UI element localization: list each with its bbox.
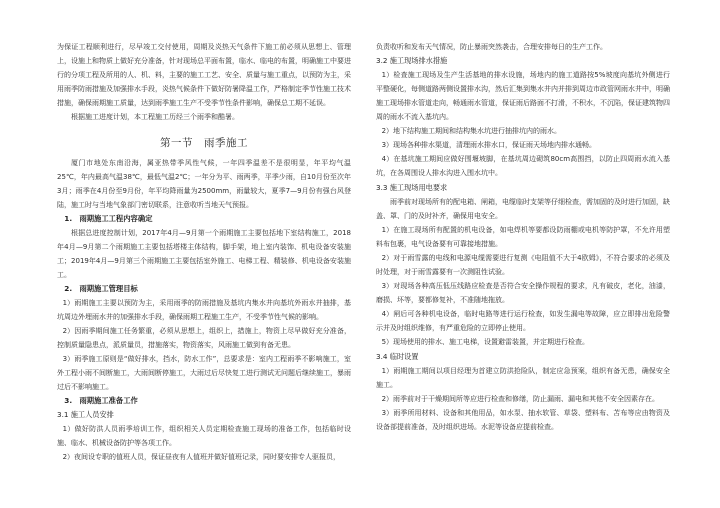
continued-paragraph: 负责收听和发布天气情况，防止暴雨突然袭击，合理安排每日的生产工作。 (376, 43, 607, 51)
list-item: 1）雨期施工期间以项目经理为首建立防洪抢险队，制定应急预案，组织有备无患，确保安全施工。 (376, 367, 670, 389)
list-item: 1）检查施工现场及生产生活基地的排水设施，场地内的施工道路按5%坡度向基坑外侧进行平整硬化，每侧道路两侧设置排水沟，然后汇集到集水井内并排到周边市政管网雨水井中，明确施工现场排水管道走向，畅通雨水管道，保证雨后路面不打滑，不积水，不沉陷，保证建筑物四周的雨水不流入基坑内。 (376, 71, 670, 121)
list-item: 2）地下结构施工期间和结构集水坑进行抽排坑内的雨水。 (381, 127, 562, 135)
list-item: 3）现场各种排水渠道，清理雨水排水口，保证雨天场地内排水通畅。 (381, 141, 597, 149)
section-heading-3: 3. 雨期施工准备工作 (64, 396, 138, 405)
chapter-title: 第一节 雨季施工 (160, 137, 248, 149)
intro-paragraph: 为保证工程顺利进行，尽早竣工交付使用，周期及炎热天气条件下施工前必须从思想上、管理上，设施上和物质上做好充分准备，针对现场总平面布置，临水、临电的布置，明确施工中要进行的分项工程及所用的人、机、料，主要的施工工艺、安全、质量与施工重点，以预防为主，采用雨季防雨措施及加强排水手段，炎热气候条件下做好防暑降温工作，严格制定季节性施工技术措施，确保雨期施工质量，达到雨季施工生产不受季节性条件影响，确保总工期不延误。 (57, 43, 351, 107)
subsection-heading-3-3: 3.3 施工现场用电要求 (376, 183, 448, 192)
right-column (376, 40, 670, 434)
list-item: 5）现场使用的排水、施工电梯，设置避雷装置，并定期进行检查。 (381, 338, 590, 346)
list-item: 3）对现场各种高压低压线路应检查是否符合安全操作规程的要求，凡有破皮，老化，油漆，磨损、坏等，要都修复补，不准随地拖放。 (376, 282, 670, 304)
section-heading-1: 1. 雨期施工工程内容确定 (64, 214, 153, 223)
subsection-heading-3-1: 3.1 施工人员安排 (57, 410, 114, 419)
list-item: 2）夜间设专职的值班人员，保证昼夜有人值班并做好值班记录，同时要安排专人驱报员， (62, 453, 341, 461)
list-item: 1）雨期施工主要以预防为主，采用雨季的防雨措施及基坑内集水井向基坑外雨水井抽排，基坑周边外埋雨水井的加强排水手段，确保雨期工程施工生产，不受季节性气候的影响。 (57, 299, 351, 321)
list-item: 4）闸后可各种机电设备，临时电路等进行运行检查，如发生漏电等故障，应立即排出危险警示并及时组织维修，有严重危险的立即停止使用。 (376, 310, 670, 332)
subsection-3-3-intro: 雨季前对现场所有的配电箱、闸箱，电缆临时支架等仔细检查，需加固的及时进行加固，缺盖、罩、门的及时补齐，确保用电安全。 (376, 198, 670, 220)
list-item: 1）做好防洪人员雨季培训工作，组织相关人员定期检查施工现场的准备工作，包括临时设施、临水、机械设备防护等各项工作。 (57, 425, 351, 447)
left-column (57, 40, 351, 464)
list-item: 2）雨季前对于干燥期间所等应进行检查和修缮，防止漏雨、漏电和其他不安全因素存在。 (381, 395, 660, 403)
subsection-heading-3-4: 3.4 临时设置 (376, 352, 419, 361)
list-item: 2）对于雨雪露的电线和电源电缆需要进行复测《电阻值不大于4欧姆》，不符合要求的必须及时处理，对于雨雪露要有一次测阻性试验。 (376, 254, 670, 276)
subsection-heading-3-2: 3.2 施工现场排水措施 (376, 56, 448, 65)
climate-paragraph: 厦门市地处东南沿海，属亚热带季风性气候，一年四季温差不是很明显，年平均气温25℃，年内最高气温38℃，最低气温2℃；一年分为平、雨两季，平季少雨，自10月份至次年3月；雨季在4月份至9月份，年平均降雨量为2500mm，雨量较大，夏季7—9月份有强台风登陆，施工时与当地气象部门密切联系，注意收听当地天气预报。 (57, 159, 351, 209)
schedule-note: 根据施工进度计划，本工程施工历经三个雨季和酷暑。 (71, 113, 239, 121)
section-heading-2: 2. 雨期施工管理目标 (64, 284, 138, 293)
list-item: 3）雨季所用材料、设备和其他用品，如水泵、抽水软管、草袋、塑料布、苫布等应由物资及设备部提前准备，及时组织进场。水泥等设备应提前检查。 (376, 409, 670, 431)
list-item: 2）因雨季期间施工任务繁重，必须从思想上，组织上，措施上，物资上尽早做好充分准备，控制质量隐患点，派质量员，措施落实，物资落实，风雨施工做到有备无患。 (57, 327, 351, 349)
list-item: 4）在基坑施工期间应做好围堰坡脚，在基坑周边砌筑80cm高围挡，以防止四周雨水流入基坑，在各周围设人排水沟进入围水坑中。 (376, 155, 670, 177)
list-item: 1）在施工现场所有配置的机电设备，如电焊机等要都设防雨棚或电机等防护罩，不允许用塑料布包裹，电气设备要有可靠接地措施。 (376, 226, 670, 248)
list-item: 3）雨季施工原则是“做好排水，挡水，防水工作”，总要求是：室内工程雨季不影响施工，室外工程小雨不间断施工，大雨间断停施工，大雨过后尽快复工进行测试无问题后继续施工，暴雨过后不影响施工。 (57, 355, 351, 391)
section-1-body: 根据总进度控制计划，2017年4月—9月第一个雨期施工主要包括地下室结构施工，2018年4月—9月第二个雨期施工主要包括塔楼主体结构，脚手架，地上室内装饰、机电设备安装施工；2019年4月—9月第三个雨期施工主要包括室外施工、电梯工程、精装修、机电设备安装施工。 (57, 229, 351, 279)
